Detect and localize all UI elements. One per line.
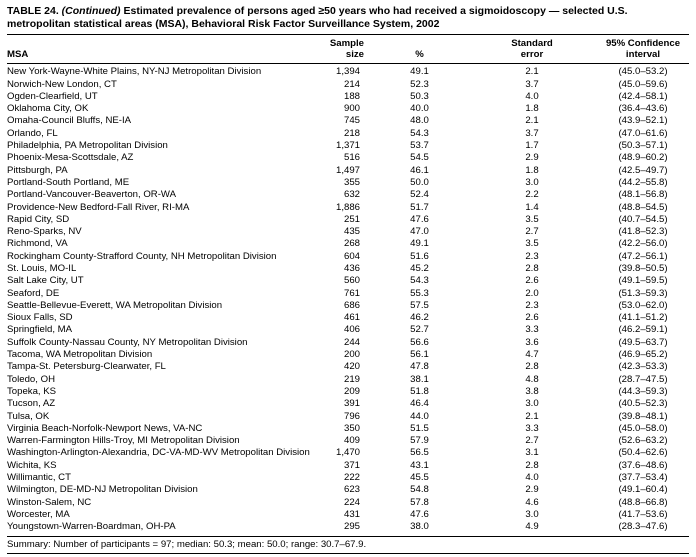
table-row bbox=[7, 64, 689, 79]
table-row bbox=[7, 79, 689, 91]
col-header-ci-line1: 95% Confidence bbox=[605, 38, 681, 50]
table-continued-label: (Continued) bbox=[61, 5, 121, 17]
table-row bbox=[7, 91, 689, 103]
confidence-interval-value: (46.9–65.2) bbox=[618, 349, 668, 361]
standard-error-value: 1.4 bbox=[525, 201, 539, 213]
sample-size-value: 1,497 bbox=[335, 164, 360, 176]
msa-name: Warren-Farmington Hills-Troy, MI Metropolitan Division bbox=[7, 435, 240, 447]
msa-name: Oklahoma City, OK bbox=[7, 103, 89, 115]
confidence-interval-value: (28.3–47.6) bbox=[597, 521, 689, 536]
msa-name: Tampa-St. Petersburg-Clearwater, FL bbox=[7, 361, 166, 373]
msa-name: Ogden-Clearfield, UT bbox=[7, 90, 98, 102]
sample-size-value: 222 bbox=[343, 472, 360, 484]
standard-error-value: 2.8 bbox=[525, 361, 539, 373]
msa-name: Richmond, VA bbox=[7, 238, 68, 250]
msa-name: Wichita, KS bbox=[7, 459, 57, 471]
standard-error-value: 4.7 bbox=[525, 349, 539, 361]
table-row bbox=[7, 460, 689, 472]
standard-error-value: 3.0 bbox=[525, 508, 539, 520]
confidence-interval-value: (28.7–47.5) bbox=[618, 373, 668, 385]
msa-name: Phoenix-Mesa-Scottsdale, AZ bbox=[7, 152, 134, 164]
confidence-interval-value: (40.7–54.5) bbox=[618, 213, 668, 225]
col-header-sample-size bbox=[317, 35, 372, 64]
percent-value: 45.5 bbox=[410, 472, 429, 484]
standard-error-value: 2.6 bbox=[525, 312, 539, 324]
confidence-interval-value: (53.0–62.0) bbox=[618, 299, 668, 311]
percent-value: 46.4 bbox=[410, 398, 429, 410]
confidence-interval-value: (49.5–63.7) bbox=[618, 336, 668, 348]
percent-value: 52.7 bbox=[410, 324, 429, 336]
col-header-se-line1: Standard bbox=[511, 38, 553, 50]
table-row bbox=[7, 226, 689, 238]
sample-size-value: 371 bbox=[343, 459, 360, 471]
confidence-interval-value: (43.9–52.1) bbox=[618, 115, 668, 127]
percent-value: 47.6 bbox=[410, 508, 429, 520]
confidence-interval-value: (51.3–59.3) bbox=[618, 287, 668, 299]
sample-size-value: 796 bbox=[343, 410, 360, 422]
sample-size-value: 761 bbox=[343, 287, 360, 299]
percent-value: 56.5 bbox=[410, 447, 429, 459]
sample-size-value: 350 bbox=[343, 422, 360, 434]
msa-name: Springfield, MA bbox=[7, 324, 73, 336]
prevalence-table bbox=[7, 35, 689, 536]
msa-name: Portland-Vancouver-Beaverton, OR-WA bbox=[7, 189, 177, 201]
standard-error-value: 2.7 bbox=[525, 435, 539, 447]
sample-size-value: 900 bbox=[343, 103, 360, 115]
table-row bbox=[7, 497, 689, 509]
table-row bbox=[7, 177, 689, 189]
table-row bbox=[7, 238, 689, 250]
table-row bbox=[7, 165, 689, 177]
table-row bbox=[7, 509, 689, 521]
standard-error-value: 2.1 bbox=[525, 115, 539, 127]
table-row bbox=[7, 349, 689, 361]
confidence-interval-value: (42.5–49.7) bbox=[618, 164, 668, 176]
msa-name: Wilmington, DE-MD-NJ Metropolitan Division bbox=[7, 484, 198, 496]
msa-name: Rapid City, SD bbox=[7, 213, 70, 225]
table-row bbox=[7, 189, 689, 201]
msa-name: Virginia Beach-Norfolk-Newport News, VA-NC bbox=[7, 422, 203, 434]
table-row bbox=[7, 251, 689, 263]
msa-name: Tulsa, OK bbox=[7, 410, 50, 422]
standard-error-value: 3.5 bbox=[525, 238, 539, 250]
percent-value: 57.8 bbox=[410, 496, 429, 508]
sample-size-value: 268 bbox=[343, 238, 360, 250]
percent-value: 40.0 bbox=[410, 103, 429, 115]
sample-size-value: 209 bbox=[343, 385, 360, 397]
confidence-interval-value: (48.1–56.8) bbox=[618, 189, 668, 201]
table-row bbox=[7, 263, 689, 275]
confidence-interval-value: (42.2–56.0) bbox=[618, 238, 668, 250]
table-row bbox=[7, 337, 689, 349]
table-header bbox=[7, 35, 689, 64]
table-row bbox=[7, 423, 689, 435]
percent-value: 57.9 bbox=[410, 435, 429, 447]
sample-size-value: 219 bbox=[343, 373, 360, 385]
confidence-interval-value: (47.0–61.6) bbox=[618, 127, 668, 139]
standard-error-value: 2.3 bbox=[525, 299, 539, 311]
sample-size-value: 623 bbox=[343, 484, 360, 496]
msa-name: Tucson, AZ bbox=[7, 398, 56, 410]
table-title bbox=[7, 5, 689, 35]
sample-size-value: 188 bbox=[343, 90, 360, 102]
col-header-se-line2: error bbox=[520, 49, 544, 61]
standard-error-value: 3.8 bbox=[525, 385, 539, 397]
confidence-interval-value: (41.8–52.3) bbox=[618, 226, 668, 238]
msa-name: Tacoma, WA Metropolitan Division bbox=[7, 349, 153, 361]
confidence-interval-value: (45.0–53.2) bbox=[618, 66, 668, 78]
msa-name: Worcester, MA bbox=[7, 508, 70, 520]
sample-size-value: 355 bbox=[343, 176, 360, 188]
col-header-confidence-interval bbox=[597, 35, 689, 64]
table-body bbox=[7, 64, 689, 536]
standard-error-value: 3.7 bbox=[525, 78, 539, 90]
table-row bbox=[7, 202, 689, 214]
confidence-interval-value: (50.3–57.1) bbox=[618, 140, 668, 152]
percent-value: 54.3 bbox=[410, 275, 429, 287]
confidence-interval-value: (37.6–48.6) bbox=[618, 459, 668, 471]
standard-error-value: 3.6 bbox=[525, 336, 539, 348]
sample-size-value: 391 bbox=[343, 398, 360, 410]
percent-value: 53.7 bbox=[410, 140, 429, 152]
sample-size-value: 218 bbox=[343, 127, 360, 139]
sample-size-value: 516 bbox=[343, 152, 360, 164]
confidence-interval-value: (42.3–53.3) bbox=[618, 361, 668, 373]
table-title-text: Estimated prevalence of persons aged ≥50 years who had received a sigmoidoscopy — selected U.S. metropolitan statistical areas (MSA), Behavioral Risk Factor Surveillance System, 2002 bbox=[7, 5, 628, 31]
standard-error-value: 2.7 bbox=[525, 226, 539, 238]
standard-error-value: 2.2 bbox=[525, 189, 539, 201]
table-row bbox=[7, 324, 689, 336]
percent-value: 57.5 bbox=[410, 299, 429, 311]
msa-name: Pittsburgh, PA bbox=[7, 164, 68, 176]
percent-value: 47.0 bbox=[410, 226, 429, 238]
percent-value: 45.2 bbox=[410, 263, 429, 274]
confidence-interval-value: (48.8–66.8) bbox=[618, 496, 668, 508]
sample-size-value: 1,470 bbox=[335, 447, 360, 459]
sample-size-value: 251 bbox=[343, 213, 360, 225]
standard-error-value: 3.5 bbox=[525, 213, 539, 225]
sample-size-value: 1,886 bbox=[335, 201, 360, 213]
percent-value: 50.3 bbox=[410, 90, 429, 102]
standard-error-value: 4.8 bbox=[525, 373, 539, 385]
sample-size-value: 200 bbox=[343, 349, 360, 361]
confidence-interval-value: (44.3–59.3) bbox=[618, 385, 668, 397]
sample-size-value: 560 bbox=[343, 275, 360, 287]
confidence-interval-value: (36.4–43.6) bbox=[618, 103, 668, 115]
standard-error-value: 2.9 bbox=[525, 484, 539, 496]
msa-name: Providence-New Bedford-Fall River, RI-MA bbox=[7, 201, 190, 213]
sample-size-value: 686 bbox=[343, 299, 360, 311]
percent-value: 55.3 bbox=[410, 287, 429, 299]
table-row bbox=[7, 447, 689, 459]
table-row bbox=[7, 472, 689, 484]
table-row bbox=[7, 312, 689, 324]
percent-value: 51.7 bbox=[410, 201, 429, 213]
col-header-msa: MSA bbox=[7, 35, 317, 64]
percent-value: 46.1 bbox=[410, 164, 429, 176]
percent-value: 49.1 bbox=[410, 66, 429, 78]
msa-name: Youngstown-Warren-Boardman, OH-PA bbox=[7, 521, 317, 536]
standard-error-value: 4.0 bbox=[525, 90, 539, 102]
table-row bbox=[7, 288, 689, 300]
confidence-interval-value: (48.8–54.5) bbox=[618, 201, 668, 213]
standard-error-value: 4.9 bbox=[467, 521, 597, 536]
msa-name: Seattle-Bellevue-Everett, WA Metropolitan Division bbox=[7, 299, 223, 311]
table-row bbox=[7, 103, 689, 115]
msa-name: Reno-Sparks, NV bbox=[7, 226, 82, 238]
percent-value: 38.1 bbox=[410, 373, 429, 385]
standard-error-value: 2.8 bbox=[525, 263, 539, 274]
sample-size-value: 1,394 bbox=[335, 66, 360, 78]
confidence-interval-value: (40.5–52.3) bbox=[618, 398, 668, 410]
percent-value: 52.4 bbox=[410, 189, 429, 201]
msa-name: Willimantic, CT bbox=[7, 472, 71, 484]
standard-error-value: 3.7 bbox=[525, 127, 539, 139]
col-header-ci-line2: interval bbox=[625, 49, 661, 61]
percent-value: 47.8 bbox=[410, 361, 429, 373]
confidence-interval-value: (44.2–55.8) bbox=[618, 176, 668, 188]
sample-size-value: 244 bbox=[343, 336, 360, 348]
standard-error-value: 2.8 bbox=[525, 459, 539, 471]
standard-error-value: 4.0 bbox=[525, 472, 539, 484]
confidence-interval-value: (49.1–60.4) bbox=[618, 484, 668, 496]
msa-name: New York-Wayne-White Plains, NY-NJ Metropolitan Division bbox=[7, 66, 262, 78]
msa-name: Winston-Salem, NC bbox=[7, 496, 92, 508]
confidence-interval-value: (47.2–56.1) bbox=[618, 250, 668, 262]
msa-name: Salt Lake City, UT bbox=[7, 275, 84, 287]
percent-value: 44.0 bbox=[410, 410, 429, 422]
sample-size-value: 745 bbox=[343, 115, 360, 127]
sample-size-value: 295 bbox=[317, 521, 372, 536]
table-row bbox=[7, 300, 689, 312]
msa-name: Orlando, FL bbox=[7, 127, 58, 139]
msa-name: Washington-Arlington-Alexandria, DC-VA-MD-WV Metropolitan Division bbox=[7, 447, 310, 459]
col-header-sample-line1: Sample bbox=[329, 38, 364, 50]
confidence-interval-value: (41.1–51.2) bbox=[618, 312, 668, 324]
sample-size-value: 420 bbox=[343, 361, 360, 373]
standard-error-value: 1.7 bbox=[525, 140, 539, 152]
confidence-interval-value: (49.1–59.5) bbox=[618, 275, 668, 287]
standard-error-value: 2.9 bbox=[525, 152, 539, 164]
msa-name: Topeka, KS bbox=[7, 385, 57, 397]
sample-size-value: 406 bbox=[343, 324, 360, 336]
msa-name: Sioux Falls, SD bbox=[7, 312, 73, 324]
table-row bbox=[7, 374, 689, 386]
table-row bbox=[7, 115, 689, 127]
table-row bbox=[7, 140, 689, 152]
sample-size-value: 435 bbox=[343, 226, 360, 238]
confidence-interval-value: (41.7–53.6) bbox=[618, 508, 668, 520]
percent-value: 47.6 bbox=[410, 213, 429, 225]
table-row bbox=[7, 214, 689, 226]
confidence-interval-value: (39.8–48.1) bbox=[618, 410, 668, 422]
percent-value: 52.3 bbox=[410, 78, 429, 90]
percent-value: 54.3 bbox=[410, 127, 429, 139]
confidence-interval-value: (37.7–53.4) bbox=[618, 472, 668, 484]
percent-value: 51.6 bbox=[410, 250, 429, 262]
percent-value: 50.0 bbox=[410, 176, 429, 188]
percent-value: 51.5 bbox=[410, 422, 429, 434]
sample-size-value: 409 bbox=[343, 435, 360, 447]
col-header-percent: % bbox=[372, 35, 467, 64]
msa-name: Toledo, OH bbox=[7, 373, 55, 385]
col-header-standard-error bbox=[467, 35, 597, 64]
confidence-interval-value: (46.2–59.1) bbox=[618, 324, 668, 336]
msa-name: Portland-South Portland, ME bbox=[7, 176, 130, 188]
confidence-interval-value: (52.6–63.2) bbox=[618, 435, 668, 447]
percent-value: 56.6 bbox=[410, 336, 429, 348]
sample-size-value: 604 bbox=[343, 250, 360, 262]
msa-name: Suffolk County-Nassau County, NY Metropolitan Division bbox=[7, 336, 248, 348]
msa-name: Rockingham County-Strafford County, NH Metropolitan Division bbox=[7, 250, 277, 262]
msa-name: St. Louis, MO-IL bbox=[7, 263, 77, 274]
confidence-interval-value: (50.4–62.6) bbox=[618, 447, 668, 459]
msa-name: Omaha-Council Bluffs, NE-IA bbox=[7, 115, 132, 127]
table-row bbox=[7, 484, 689, 496]
percent-value: 38.0 bbox=[372, 521, 467, 536]
standard-error-value: 4.6 bbox=[525, 496, 539, 508]
msa-name: Philadelphia, PA Metropolitan Division bbox=[7, 140, 168, 152]
table-row bbox=[7, 411, 689, 423]
sample-size-value: 436 bbox=[343, 263, 360, 274]
table-row bbox=[7, 361, 689, 373]
standard-error-value: 2.0 bbox=[525, 287, 539, 299]
percent-value: 51.8 bbox=[410, 385, 429, 397]
percent-value: 54.5 bbox=[410, 152, 429, 164]
sample-size-value: 214 bbox=[343, 78, 360, 90]
sample-size-value: 461 bbox=[343, 312, 360, 324]
percent-value: 49.1 bbox=[410, 238, 429, 250]
percent-value: 56.1 bbox=[410, 349, 429, 361]
percent-value: 48.0 bbox=[410, 115, 429, 127]
table-row bbox=[7, 398, 689, 410]
standard-error-value: 2.3 bbox=[525, 250, 539, 262]
table-row bbox=[7, 435, 689, 447]
standard-error-value: 3.0 bbox=[525, 398, 539, 410]
msa-name: Seaford, DE bbox=[7, 287, 60, 299]
sample-size-value: 1,371 bbox=[335, 140, 360, 152]
standard-error-value: 2.1 bbox=[525, 410, 539, 422]
confidence-interval-value: (45.0–58.0) bbox=[618, 422, 668, 434]
header-row bbox=[7, 35, 689, 64]
summary-line: Summary: Number of participants = 97; median: 50.3; mean: 50.0; range: 30.7–67.9. bbox=[7, 537, 689, 554]
confidence-interval-value: (45.0–59.6) bbox=[618, 78, 668, 90]
percent-value: 43.1 bbox=[410, 459, 429, 471]
confidence-interval-value: (42.4–58.1) bbox=[618, 90, 668, 102]
sample-size-value: 224 bbox=[343, 496, 360, 508]
confidence-interval-value: (48.9–60.2) bbox=[618, 152, 668, 164]
table-number: TABLE 24. bbox=[7, 5, 59, 17]
table-row bbox=[7, 152, 689, 164]
table-row bbox=[7, 275, 689, 287]
standard-error-value: 3.0 bbox=[525, 176, 539, 188]
standard-error-value: 3.3 bbox=[525, 324, 539, 336]
table-row bbox=[7, 386, 689, 398]
standard-error-value: 3.3 bbox=[525, 422, 539, 434]
sample-size-value: 431 bbox=[343, 508, 360, 520]
sample-size-value: 632 bbox=[343, 189, 360, 201]
standard-error-value: 3.1 bbox=[525, 447, 539, 459]
standard-error-value: 2.1 bbox=[525, 66, 539, 78]
table-row bbox=[7, 521, 689, 536]
standard-error-value: 1.8 bbox=[525, 103, 539, 115]
table-row bbox=[7, 128, 689, 140]
standard-error-value: 2.6 bbox=[525, 275, 539, 287]
confidence-interval-value: (39.8–50.5) bbox=[618, 263, 668, 274]
col-header-sample-line2: size bbox=[345, 49, 364, 61]
msa-name: Norwich-New London, CT bbox=[7, 78, 117, 90]
percent-value: 54.8 bbox=[410, 484, 429, 496]
percent-value: 46.2 bbox=[410, 312, 429, 324]
standard-error-value: 1.8 bbox=[525, 164, 539, 176]
